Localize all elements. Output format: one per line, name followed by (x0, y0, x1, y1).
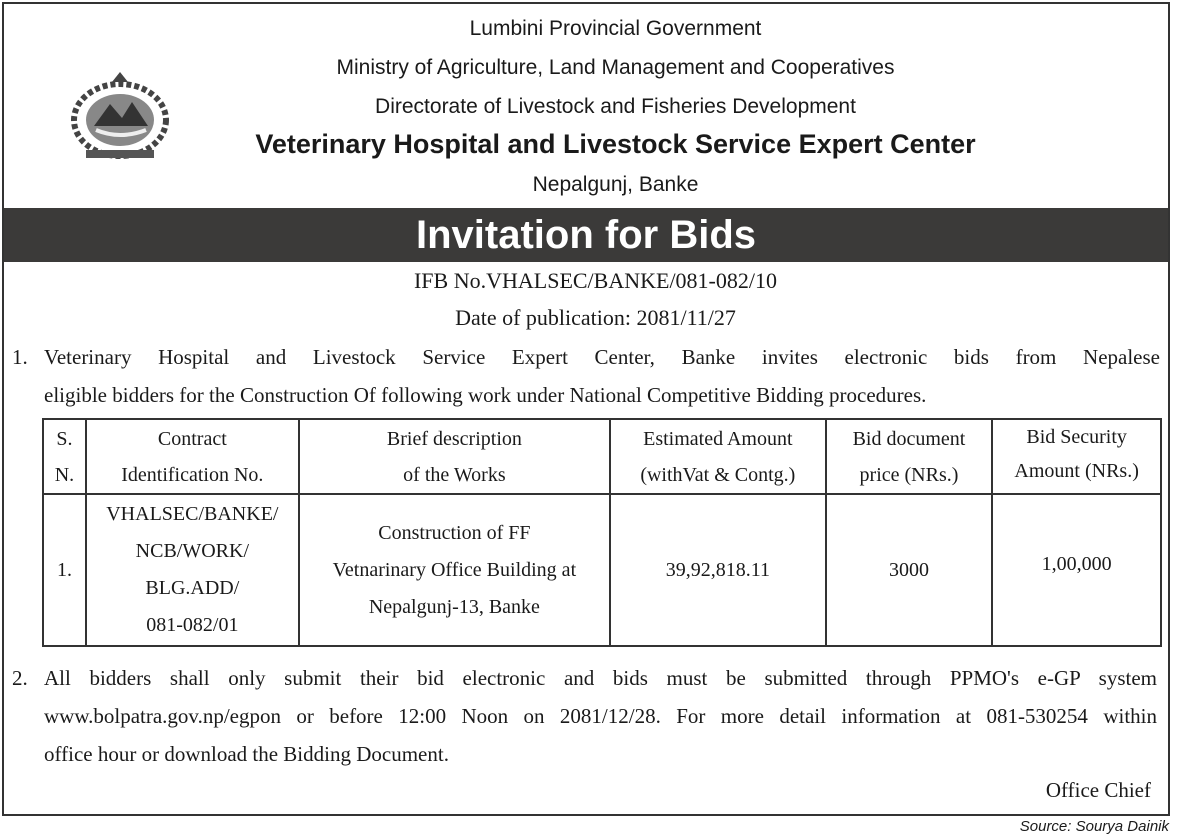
cell-security: 1,00,000 (992, 494, 1161, 646)
header-directorate: Directorate of Livestock and Fisheries Development (375, 95, 856, 118)
para-text: Veterinary Hospital and Livestock Service Expert Center, Banke invites electronic bids from Nepalese (44, 345, 1160, 369)
cell-contract: VHALSEC/BANKE/ NCB/WORK/ BLG.ADD/ 081-082/01 (86, 494, 299, 646)
header-office: Veterinary Hospital and Livestock Service Expert Center (255, 129, 976, 159)
col-estimate: Estimated Amount (withVat & Contg.) (610, 419, 826, 494)
para-number: 2. (12, 666, 28, 690)
cell-estimate: 39,92,818.11 (610, 494, 826, 646)
col-security: Bid Security Amount (NRs.) (992, 419, 1161, 494)
cell-description: Construction of FF Vetnarinary Office Building at Nepalgunj-13, Banke (299, 494, 610, 646)
para-text: www.bolpatra.gov.np/egpon or before 12:00 Noon on 2081/12/28. For more detail information at 081-530254 within (44, 704, 1157, 728)
col-description: Brief description of the Works (299, 419, 610, 494)
table-header-row (43, 419, 1161, 494)
publication-date: Date of publication: 2081/11/27 (455, 305, 736, 330)
ifb-number: IFB No.VHALSEC/BANKE/081-082/10 (413, 268, 777, 293)
col-doc-price: Bid document price (NRs.) (826, 419, 993, 494)
bid-table (42, 418, 1162, 647)
header-ministry: Ministry of Agriculture, Land Management and Cooperatives (336, 56, 895, 79)
para-text: All bidders shall only submit their bid electronic and bids must be submitted through PPMO's e-GP system (44, 666, 1157, 690)
col-contract: Contract Identification No. (86, 419, 299, 494)
paragraph-2 (12, 659, 1157, 773)
source-credit: Source: Sourya Dainik (1019, 818, 1169, 835)
header-line-1: Lumbini Provincial Government (469, 17, 762, 40)
col-sn: S. N. (43, 419, 86, 494)
para-number: 1. (12, 345, 28, 369)
para-text: office hour or download the Bidding Document. (44, 742, 449, 766)
signature-office-chief: Office Chief (1045, 778, 1151, 802)
cell-doc-price: 3000 (826, 494, 993, 646)
header-location: Nepalgunj, Banke (532, 173, 699, 196)
cell-sn: 1. (43, 494, 86, 646)
paragraph-1 (12, 338, 1160, 414)
table-row (43, 494, 1161, 646)
notice-title: Invitation for Bids (4, 208, 1168, 262)
para-text: eligible bidders for the Construction Of following work under National Competitive Bidding procedures. (44, 383, 927, 407)
